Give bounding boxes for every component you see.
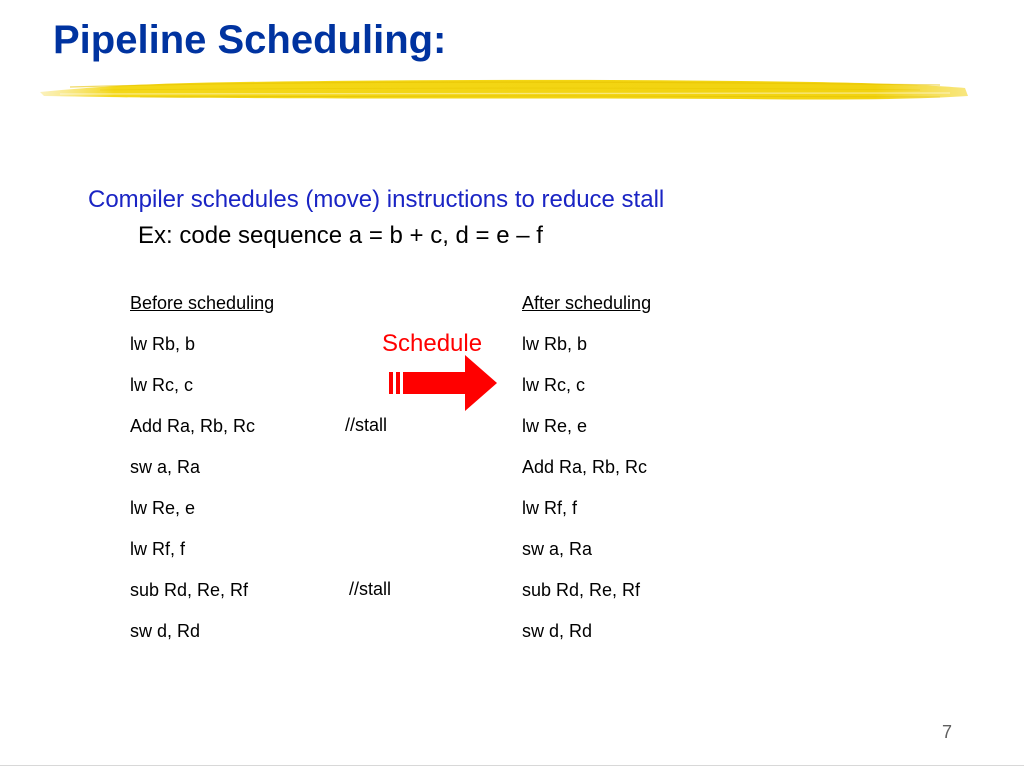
before-header: Before scheduling — [130, 293, 275, 313]
before-line: sub Rd, Re, Rf — [130, 580, 249, 600]
after-line: lw Rb, b — [522, 334, 588, 354]
before-scheduling-column — [130, 292, 274, 661]
after-line: sub Rd, Re, Rf — [522, 580, 641, 600]
example-line: Ex: code sequence a = b + c, d = e – f — [138, 222, 543, 249]
before-line: sw a, Ra — [130, 457, 201, 477]
after-scheduling-column — [522, 292, 651, 661]
stall-comment: //stall — [345, 415, 388, 435]
after-line: lw Re, e — [522, 416, 588, 436]
page-number: 7 — [942, 722, 953, 742]
footer-divider — [0, 765, 1024, 766]
before-line: lw Rc, c — [130, 375, 193, 395]
highlighter-underline — [40, 70, 970, 110]
before-line: Add Ra, Rb, Rc — [130, 416, 256, 436]
slide-subtitle: Compiler schedules (move) instructions to reduce stall — [88, 186, 665, 213]
after-line: sw a, Ra — [522, 539, 593, 559]
after-line: sw d, Rd — [522, 621, 593, 641]
before-line: sw d, Rd — [130, 621, 201, 641]
after-line: lw Rc, c — [522, 375, 585, 395]
schedule-arrow-icon — [385, 355, 500, 413]
after-line: lw Rf, f — [522, 498, 578, 518]
after-header: After scheduling — [522, 293, 652, 313]
before-line: lw Rb, b — [130, 334, 196, 354]
schedule-label: Schedule — [382, 330, 483, 357]
after-line: Add Ra, Rb, Rc — [522, 457, 648, 477]
before-line: lw Rf, f — [130, 539, 186, 559]
stall-comment: //stall — [349, 579, 392, 599]
before-line: lw Re, e — [130, 498, 196, 518]
slide-title: Pipeline Scheduling: — [53, 18, 447, 62]
